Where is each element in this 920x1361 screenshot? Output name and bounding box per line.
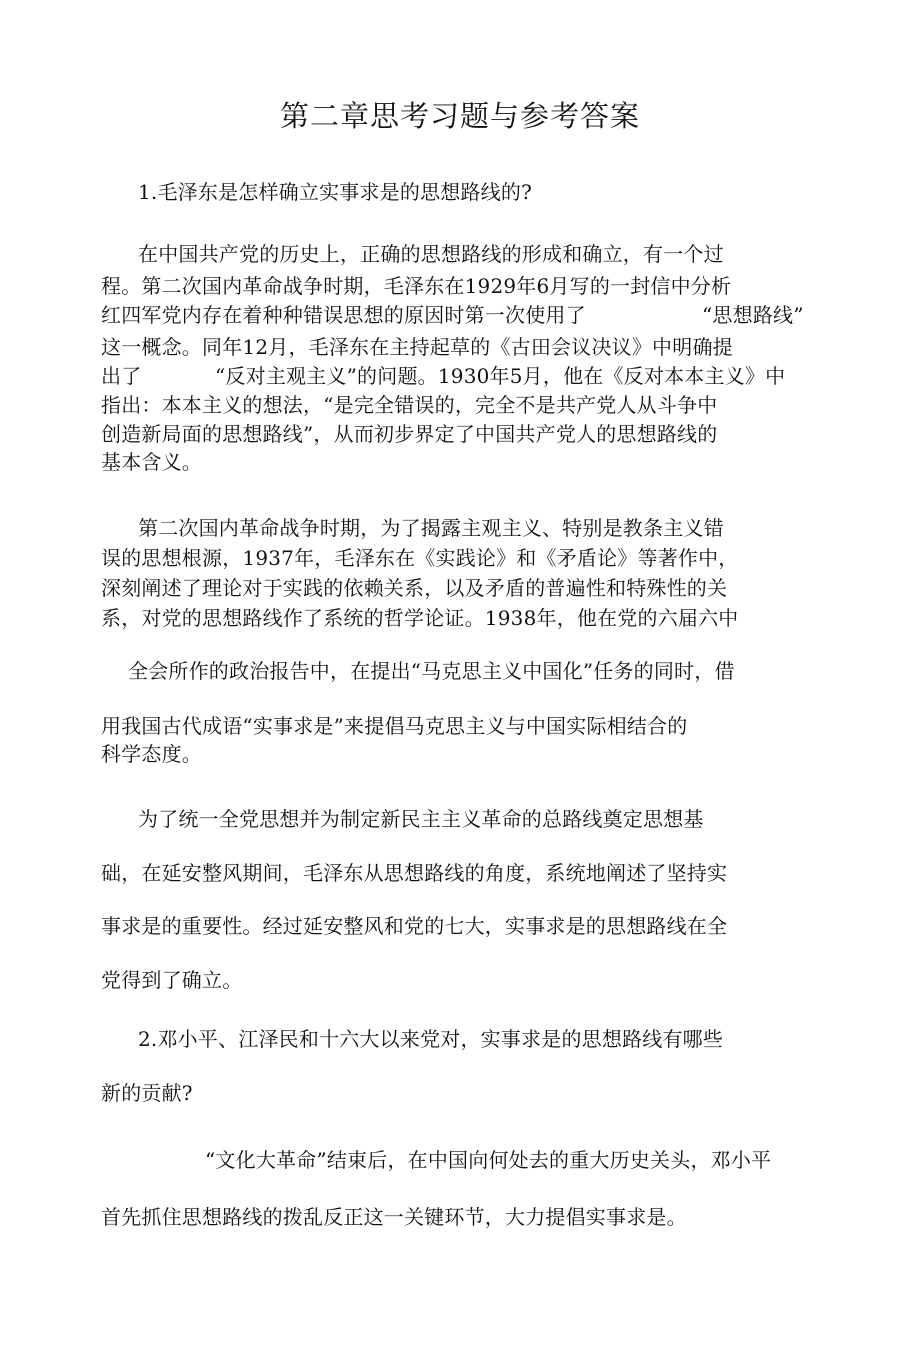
paragraph-4-line-2: 首先抓住思想路线的拨乱反正这一关键环节，大力提倡实事求是。 [101, 1205, 687, 1229]
question-1: 1.毛泽东是怎样确立实事求是的思想路线的? [138, 180, 533, 204]
question-2-line-2: 新的贡献? [101, 1081, 193, 1105]
paragraph-3-line-1: 为了统一全党思想并为制定新民主主义革命的总路线奠定思想基 [138, 807, 704, 831]
paragraph-2-line-4: 系，对党的思想路线作了系统的哲学论证。1938年，他在党的六届六中 [101, 606, 739, 630]
paragraph-2-line-6: 用我国古代成语“实事求是”来提倡马克思主义与中国实际相结合的 [101, 714, 688, 738]
paragraph-1-line-5-start: 出了 [101, 364, 142, 388]
paragraph-2-line-1: 第二次国内革命战争时期，为了揭露主观主义、特别是教条主义错 [138, 516, 724, 540]
paragraph-1-quote-1: “思想路线” [702, 303, 804, 327]
paragraph-2-line-3: 深刻阐述了理论对于实践的依赖关系，以及矛盾的普遍性和特殊性的关 [101, 576, 728, 600]
paragraph-1-line-3: 红四军党内存在着种种错误思想的原因时第一次使用了 [101, 303, 586, 327]
paragraph-3-line-4: 党得到了确立。 [101, 968, 243, 992]
paragraph-4-line-1: “文化大革命”结束后，在中国向何处去的重大历史关头，邓小平 [205, 1148, 772, 1172]
paragraph-3-line-3: 事求是的重要性。经过延安整风和党的七大，实事求是的思想路线在全 [101, 914, 728, 938]
paragraph-1-line-8: 基本含义。 [101, 450, 202, 474]
paragraph-1-line-1: 在中国共产党的历史上，正确的思想路线的形成和确立，有一个过 [138, 242, 724, 266]
paragraph-3-line-2: 础，在延安整风期间，毛泽东从思想路线的角度，系统地阐述了坚持实 [101, 861, 728, 885]
question-2-line-1: 2.邓小平、江泽民和十六大以来党对，实事求是的思想路线有哪些 [138, 1027, 724, 1051]
paragraph-1-line-4: 这一概念。同年12月，毛泽东在主持起草的《古田会议决议》中明确提 [101, 335, 733, 359]
paragraph-1-line-7: 创造新局面的思想路线”，从而初步界定了中国共产党人的思想路线的 [101, 422, 718, 446]
paragraph-1-line-6: 指出：本本主义的想法，“是完全错误的，完全不是共产党人从斗争中 [101, 393, 718, 417]
paragraph-2-line-5: 全会所作的政治报告中，在提出“马克思主义中国化”任务的同时，借 [128, 659, 735, 683]
paragraph-1-line-2: 程。第二次国内革命战争时期，毛泽东在1929年6月写的一封信中分析 [101, 274, 732, 298]
paragraph-2-line-2: 误的思想根源，1937年，毛泽东在《实践论》和《矛盾论》等著作中， [101, 546, 739, 570]
paragraph-1-line-5: “反对主观主义”的问题。1930年5月，他在《反对本本主义》中 [215, 364, 786, 388]
page-title: 第二章思考习题与参考答案 [279, 99, 640, 133]
paragraph-2-line-7: 科学态度。 [101, 742, 202, 766]
